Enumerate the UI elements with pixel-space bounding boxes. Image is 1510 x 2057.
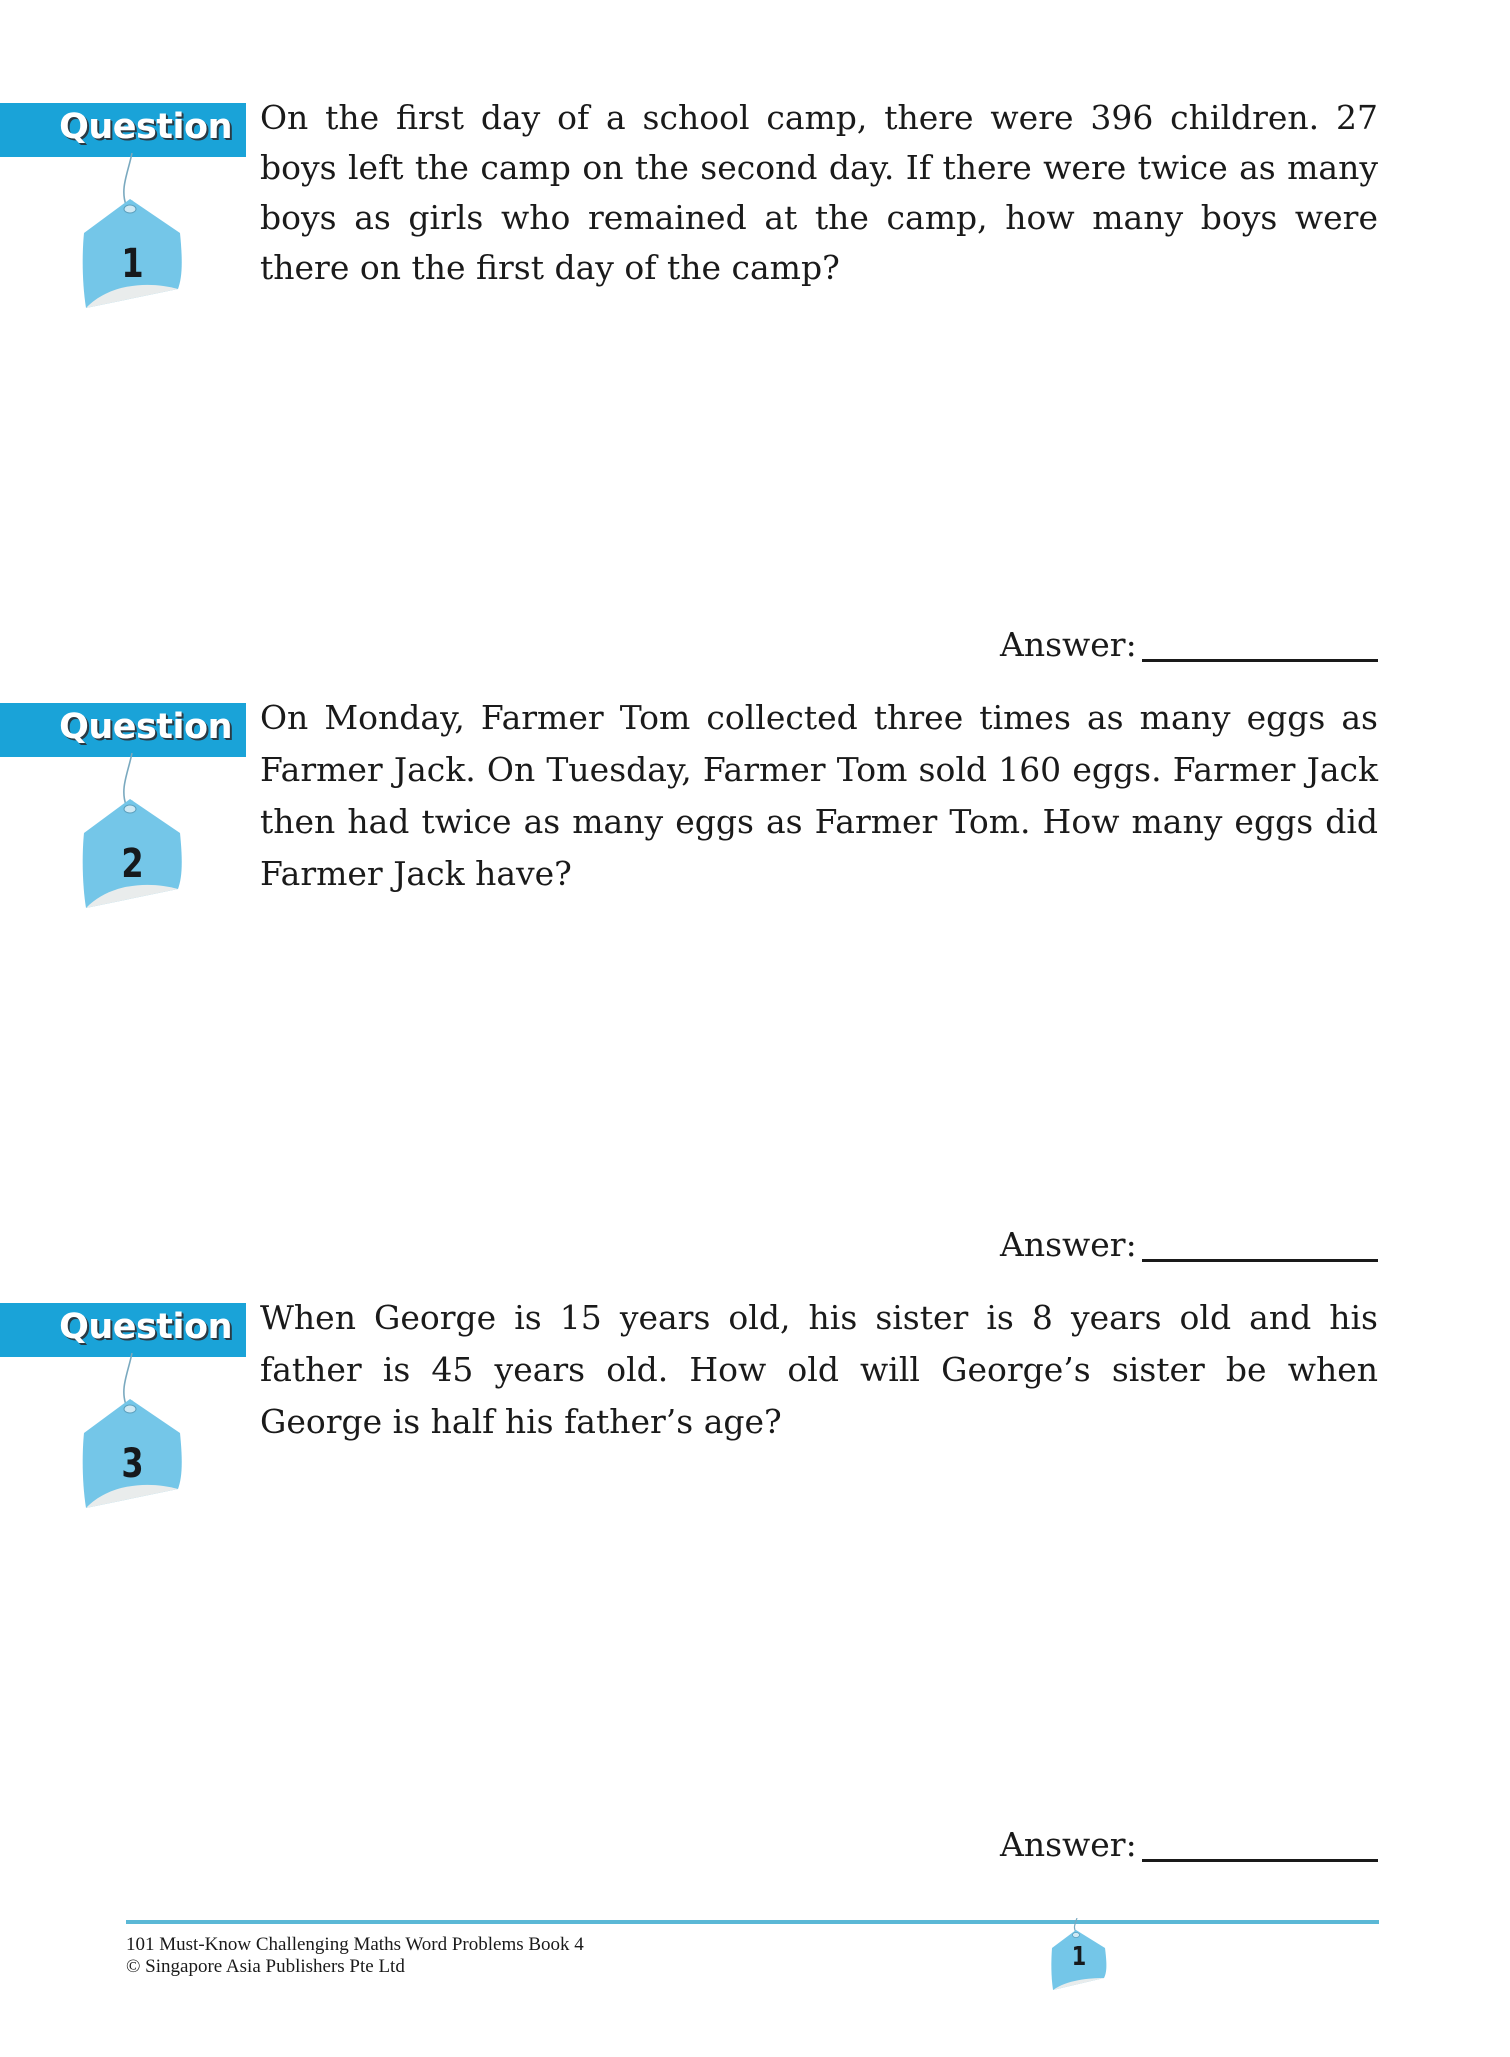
question-text: On Monday, Farmer Tom collected three times as many eggs as Farmer Jack. On Tuesday, Farmer Tom sold 160 eggs. Farmer Jack then had twice as many eggs as Farmer Tom. How many eggs did Farmer Jack have? xyxy=(260,698,1378,893)
page-number: 1 xyxy=(1071,1942,1087,1972)
question-text: When George is 15 years old, his sister is 8 years old and his father is 45 years old. How old will George’s sister be when George is half his father’s age? xyxy=(260,1298,1378,1441)
answer-input-line[interactable] xyxy=(1142,1859,1378,1862)
number-tag xyxy=(80,753,185,903)
footer-divider xyxy=(126,1920,1379,1924)
footer-credits xyxy=(126,1934,584,1978)
question-number: 1 xyxy=(121,241,144,287)
number-tag xyxy=(80,1353,185,1503)
hanging-tag-icon xyxy=(80,153,185,313)
question-text: On the first day of a school camp, there were 396 children. 27 boys left the camp on the second day. If there were twice as many boys as girls who remained at the camp, how many boys were there on the first day of the camp? xyxy=(260,98,1378,287)
book-title: 101 Must-Know Challenging Maths Word Problems Book 4 xyxy=(126,1934,584,1955)
question-banner xyxy=(0,1303,246,1357)
number-tag xyxy=(80,153,185,303)
question-banner xyxy=(0,103,246,157)
answer-field[interactable] xyxy=(1000,1225,1380,1268)
hanging-tag-icon xyxy=(80,1353,185,1513)
hanging-tag-icon xyxy=(80,753,185,913)
answer-field[interactable] xyxy=(1000,1825,1380,1868)
question-label: Question xyxy=(59,107,232,147)
question-label: Question xyxy=(59,1307,232,1347)
copyright: © Singapore Asia Publishers Pte Ltd xyxy=(126,1956,405,1977)
page-number-tag xyxy=(1049,1918,1109,1988)
answer-label: Answer: xyxy=(1000,1825,1137,1864)
answer-input-line[interactable] xyxy=(1142,659,1378,662)
question-number: 2 xyxy=(121,841,144,887)
answer-input-line[interactable] xyxy=(1142,1259,1378,1262)
answer-label: Answer: xyxy=(1000,625,1137,664)
answer-label: Answer: xyxy=(1000,1225,1137,1264)
question-banner xyxy=(0,703,246,757)
question-label: Question xyxy=(59,707,232,747)
question-number: 3 xyxy=(121,1441,144,1487)
answer-field[interactable] xyxy=(1000,625,1380,668)
